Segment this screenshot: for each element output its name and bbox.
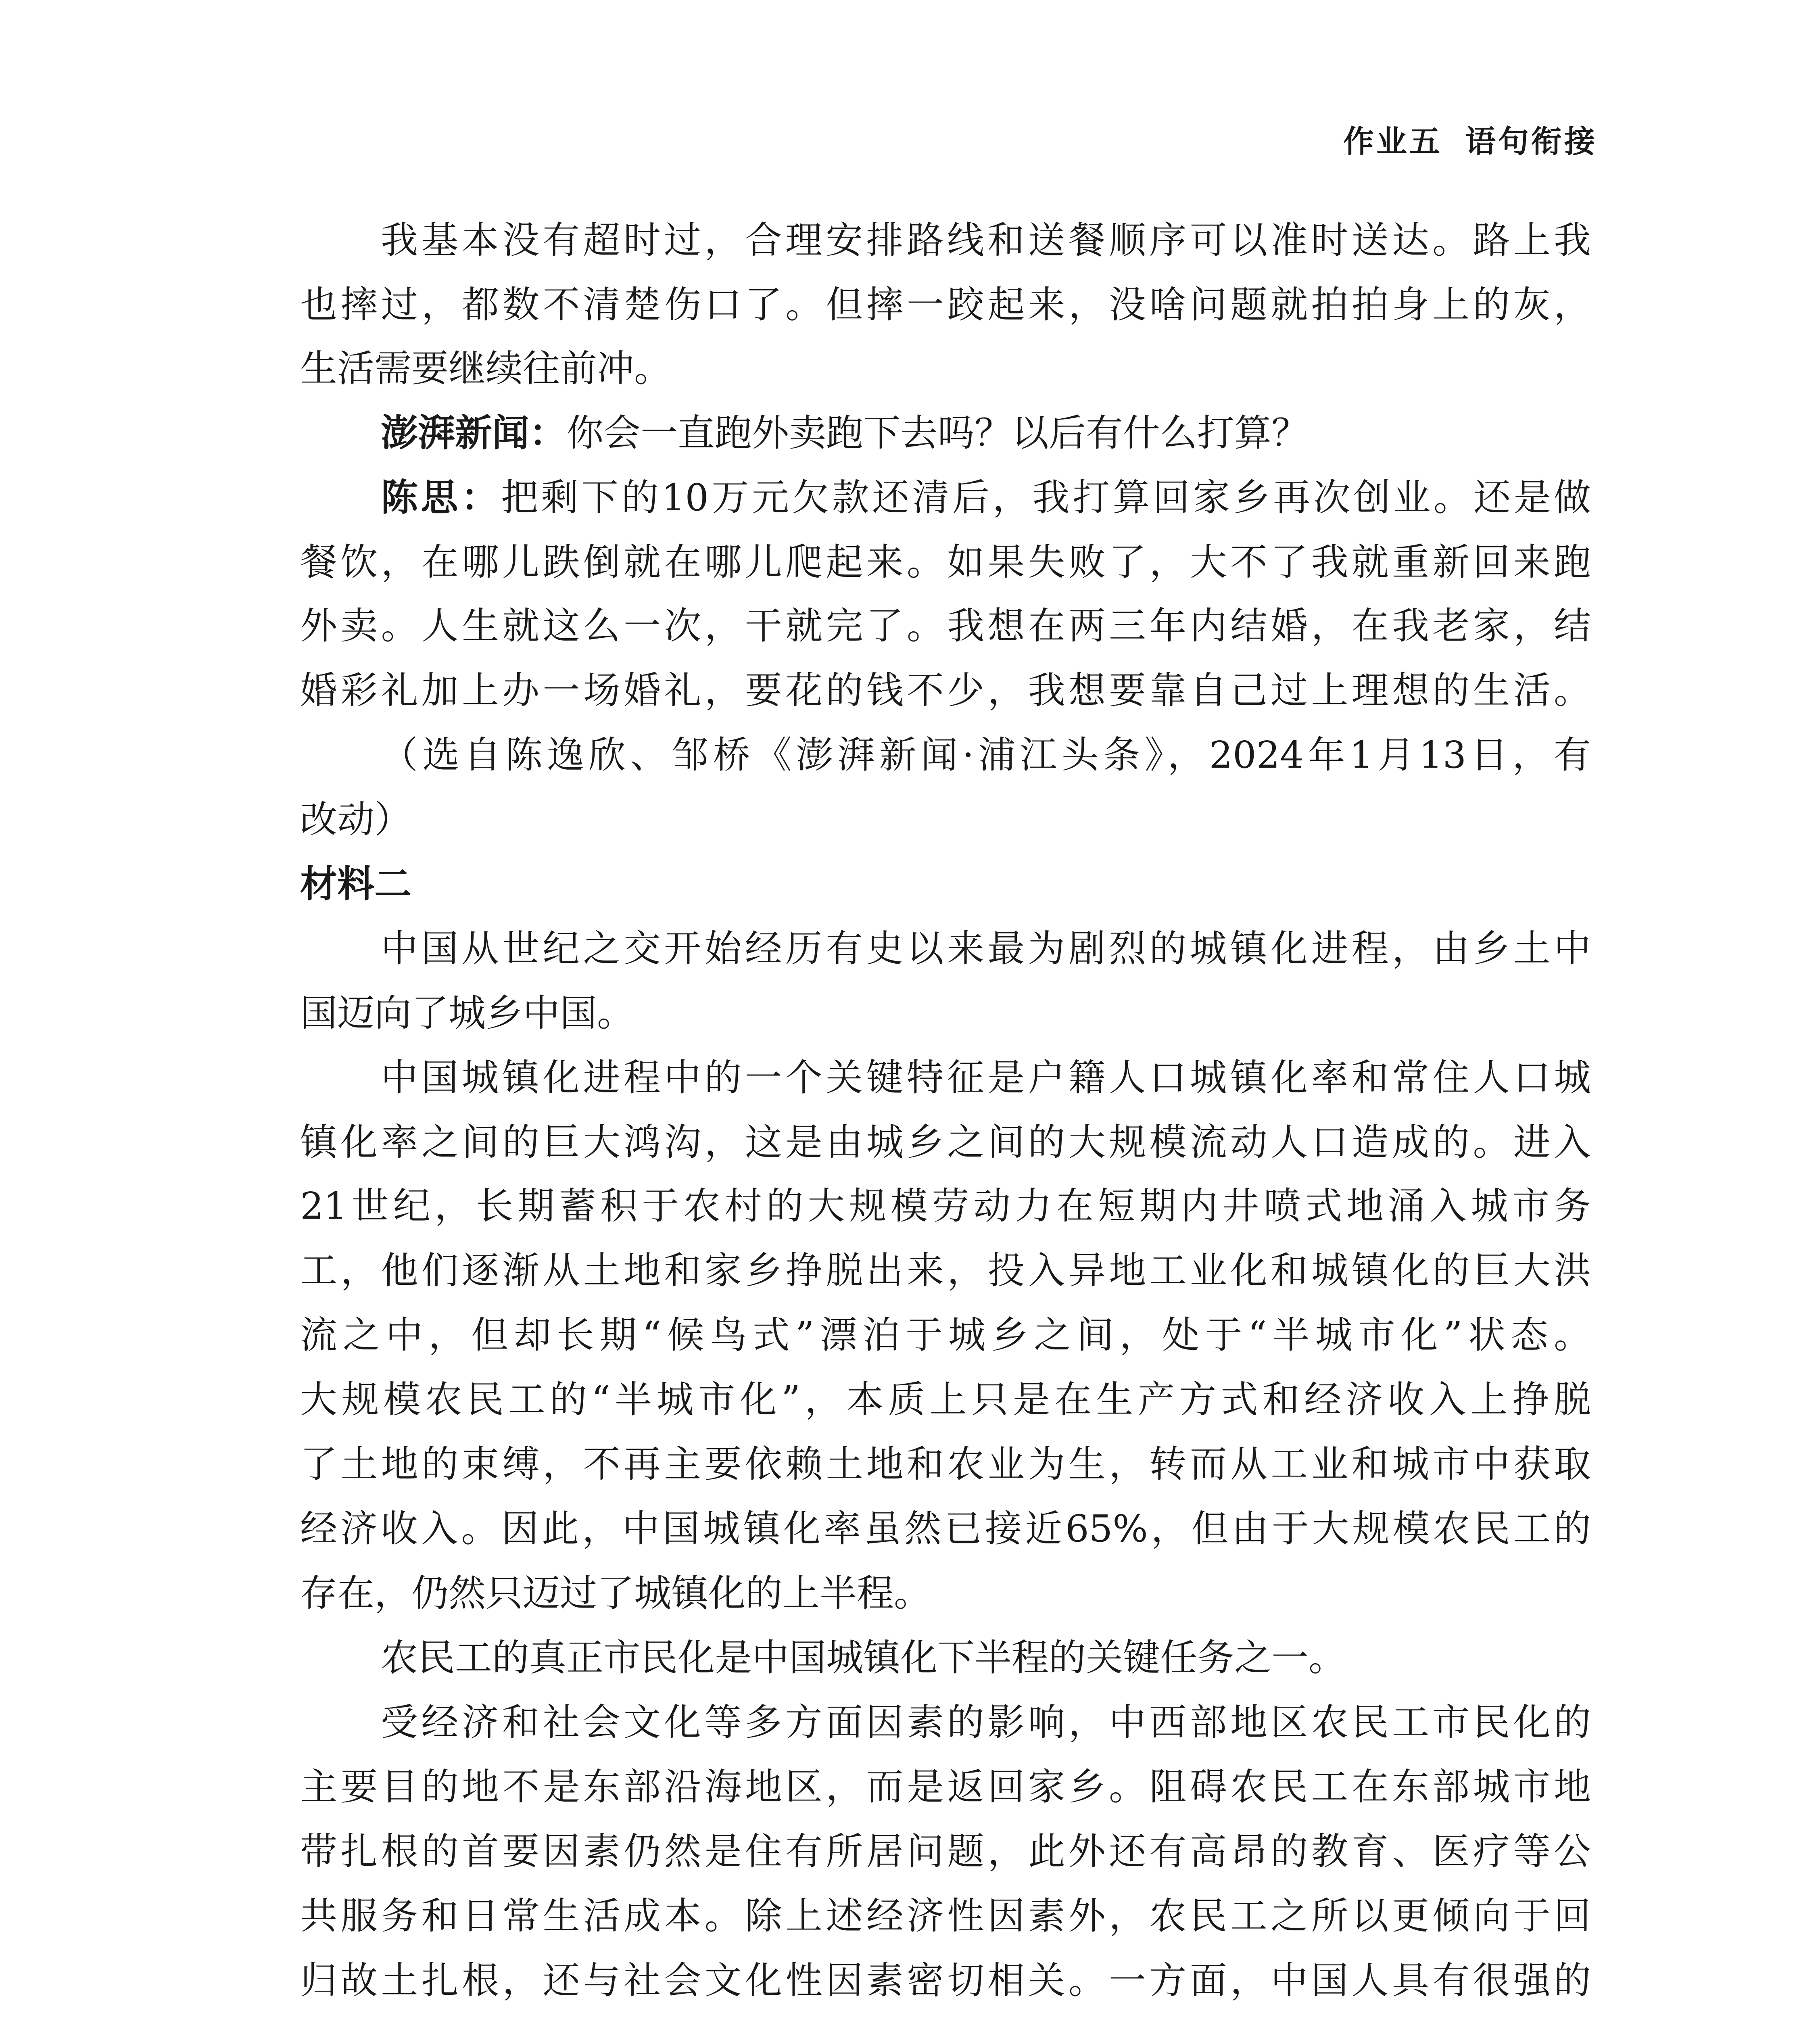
text-line: 流之中，但却长期“候鸟式”漂泊于城乡之间，处于“半城市化”状态。	[300, 1313, 1591, 1357]
text-line: 主要目的地不是东部沿海地区，而是返回家乡。阻碍农民工在东部城市地	[300, 1765, 1591, 1808]
text-line: 共服务和日常生活成本。除上述经济性因素外，农民工之所以更倾向于回	[300, 1894, 1591, 1938]
text-line: 外卖。人生就这么一次，干就完了。我想在两三年内结婚，在我老家，结	[300, 604, 1591, 647]
question-text: 你会一直跑外卖跑下去吗？以后有什么打算？	[566, 411, 1309, 455]
text-line: 21世纪，长期蓄积于农村的大规模劳动力在短期内井喷式地涌入城市务	[300, 1184, 1591, 1228]
text-line: 婚彩礼加上办一场婚礼，要花的钱不少，我想要靠自己过上理想的生活。	[300, 669, 1591, 712]
header-title: 语句衔接	[1465, 123, 1597, 159]
text-line: 中国从世纪之交开始经历有史以来最为剧烈的城镇化进程，由乡土中	[381, 927, 1591, 970]
text-line: 归故土扎根，还与社会文化性因素密切相关。一方面，中国人具有很强的	[300, 1959, 1591, 2002]
text-line: 也摔过，都数不清楚伤口了。但摔一跤起来，没啥问题就拍拍身上的灰，	[300, 283, 1591, 326]
interviewer-question	[381, 411, 1591, 456]
text-line: 农民工的真正市民化是中国城镇化下半程的关键任务之一。	[381, 1636, 1346, 1679]
running-header	[1343, 117, 1597, 161]
text-line: 带扎根的首要因素仍然是住有所居问题，此外还有高昂的教育、医疗等公	[300, 1830, 1591, 1873]
text-line: 我基本没有超时过，合理安排路线和送餐顺序可以准时送达。路上我	[381, 219, 1591, 262]
source-citation-cont: 改动）	[300, 798, 412, 841]
interviewee-answer	[381, 475, 1591, 520]
text-line: 大规模农民工的“半城市化”，本质上只是在生产方式和经济收入上挣脱	[300, 1378, 1591, 1421]
section-heading: 材料二	[300, 862, 412, 906]
text-line: 存在，仍然只迈过了城镇化的上半程。	[300, 1572, 931, 1615]
text-line: 了土地的束缚，不再主要依赖土地和农业为生，转而从工业和城市中获取	[300, 1443, 1591, 1486]
speaker-label-interviewee: 陈思：	[381, 476, 501, 519]
source-citation: （选自陈逸欣、邹桥《澎湃新闻·浦江头条》，2024年1月13日，有	[381, 733, 1591, 777]
speaker-label-interviewer: 澎湃新闻：	[381, 411, 567, 455]
text-line: 餐饮，在哪儿跌倒就在哪儿爬起来。如果失败了，大不了我就重新回来跑	[300, 541, 1591, 584]
text-line: 经济收入。因此，中国城镇化率虽然已接近65%，但由于大规模农民工的	[300, 1507, 1591, 1550]
header-section: 作业五	[1343, 123, 1442, 159]
text-line: 受经济和社会文化等多方面因素的影响，中西部地区农民工市民化的	[381, 1701, 1591, 1744]
text-line: 国迈向了城乡中国。	[300, 992, 634, 1035]
text-line: 镇化率之间的巨大鸿沟，这是由城乡之间的大规模流动人口造成的。进入	[300, 1121, 1591, 1164]
text-line: 工，他们逐渐从土地和家乡挣脱出来，投入异地工业化和城镇化的巨大洪	[300, 1249, 1591, 1292]
answer-text: 把剩下的10万元欠款还清后，我打算回家乡再次创业。还是做	[501, 476, 1591, 519]
text-line: 中国城镇化进程中的一个关键特征是户籍人口城镇化率和常住人口城	[381, 1056, 1591, 1099]
text-line: 生活需要继续往前冲。	[300, 347, 672, 390]
